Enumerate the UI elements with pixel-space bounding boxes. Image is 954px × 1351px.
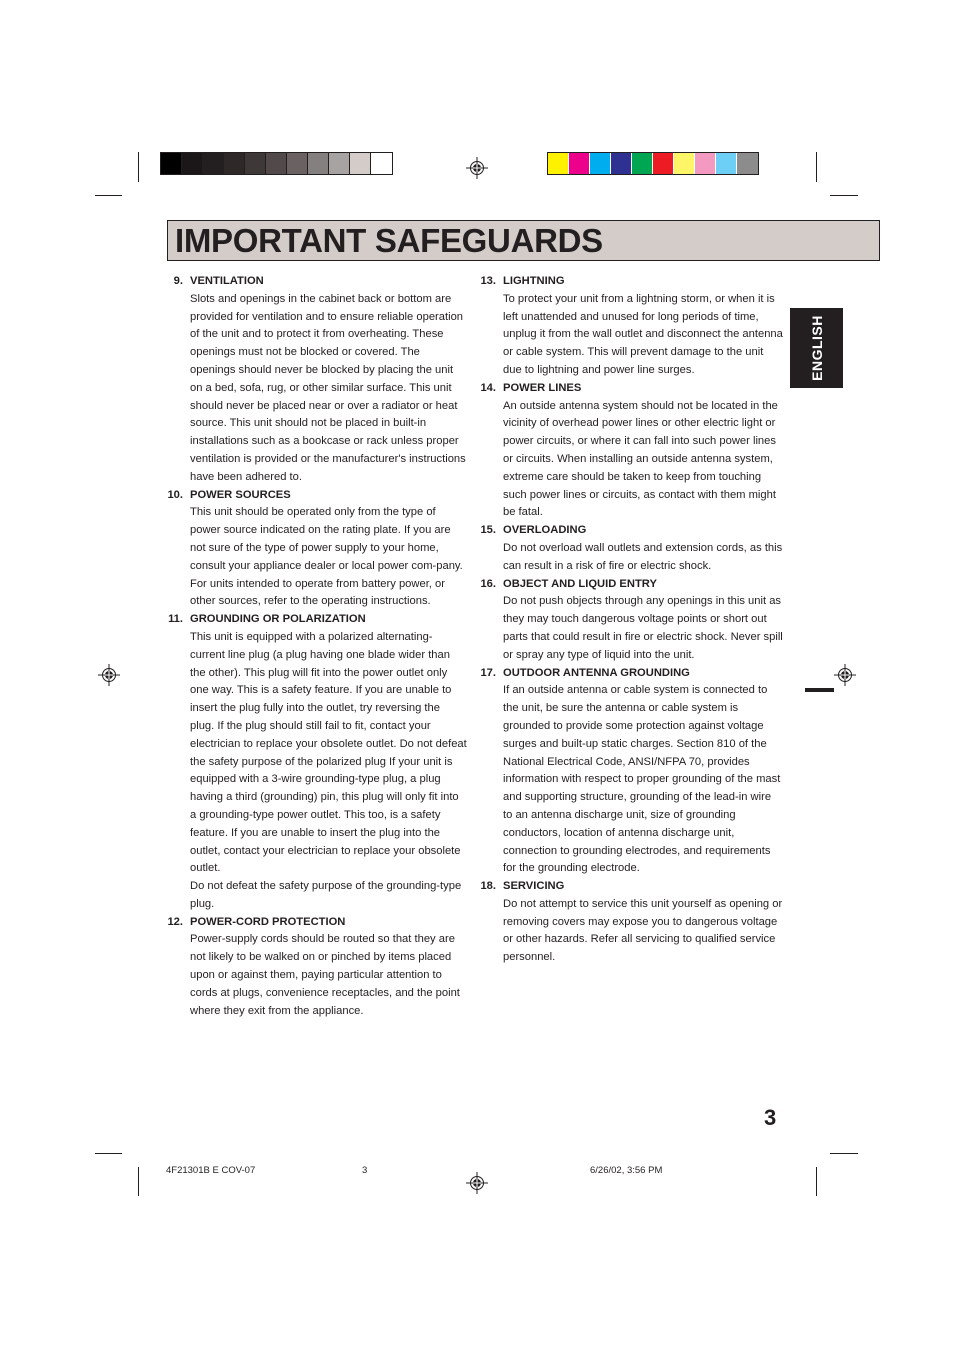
section-paragraph: If an outside antenna or cable system is connected to the unit, be sure the antenna or cable system is grounded to provide some protection against voltage surges and built-up static charges. Section 810 of the National Electrical Code, ANSI/NFPA 70, provides information with respect to proper grounding of the mast and supporting structure, grounding of the lead-in wire to an antenna discharge unit, size of grounding conductors, location of antenna discharge unit, connection to grounding electrodes, and requirements for the grounding electrode. (503, 684, 781, 875)
section-paragraph: To protect your unit from a lightning storm, or when it is left unattended and unused for long periods of time, unplug it from the wall outlet and disconnect the antenna or cable system. This will prevent damage to the unit due to lightning and power line surges. (503, 292, 783, 376)
crop-mark (830, 195, 858, 196)
section-title: OBJECT AND LIQUID ENTRY (503, 577, 657, 590)
grayscale-color-bar (160, 152, 393, 175)
color-swatch (737, 153, 758, 174)
footer-page: 3 (362, 1165, 368, 1176)
section-number: 15. (480, 524, 496, 537)
color-swatch (203, 153, 224, 174)
section-title: GROUNDING OR POLARIZATION (190, 613, 366, 626)
color-swatch (287, 153, 308, 174)
crop-mark (95, 1153, 122, 1154)
section-heading (480, 576, 783, 594)
section-title: POWER SOURCES (190, 488, 291, 501)
color-swatch (371, 153, 392, 174)
section-marker-bar (805, 688, 834, 692)
color-swatch (695, 153, 716, 174)
language-tab-label: ENGLISH (808, 315, 825, 381)
section-number: 12. (167, 915, 183, 928)
section-number: 14. (480, 381, 496, 394)
section-title: OUTDOOR ANTENNA GROUNDING (503, 666, 690, 679)
color-swatch (329, 153, 350, 174)
section-paragraph: Do not push objects through any openings in this unit as they may touch dangerous voltage points or short out parts that could result in fire or electric shock. Never spill or spray any type of liquid into the unit. (503, 595, 783, 661)
crop-mark (830, 1153, 858, 1154)
section-number: 9. (173, 275, 183, 287)
registration-mark-icon (466, 1172, 488, 1194)
section-title: POWER-CORD PROTECTION (190, 915, 346, 928)
section-heading (167, 273, 467, 291)
section-paragraph: This unit is equipped with a polarized alternating-current line plug (a plug having one blade wider than the other). This plug will fit into the power outlet only one way. This is a safety feature. If you are unable to insert the plug fully into the outlet, try reversing the plug. If the plug should still fail to fit, contact your electrician to replace your obsolete outlet. Do not defeat the safety purpose of the polarized plug If your unit is equipped with a 3-wire grounding-type plug, a plug having a third (grounding) pin, this plug will only fit into a grounding-type power outlet. This too, is a safety feature. If you are unable to insert the plug into the outlet, contact your electrician to replace your obsolete outlet. (190, 630, 467, 875)
section-heading (480, 273, 783, 291)
section-paragraph: Do not defeat the safety purpose of the grounding-type plug. (190, 880, 462, 910)
section-number: 10. (167, 488, 183, 501)
section-paragraph: An outside antenna system should not be located in the vicinity of overhead power lines or other electric light or power circuits, or where it can fall into such power lines or circuits. When installing an outside antenna system, extreme care should be taken to keep from touching such power lines or circuits, as contact with them might be fatal. (503, 399, 778, 519)
registration-mark-icon (834, 664, 856, 686)
language-tab (790, 308, 843, 388)
section-heading (480, 380, 783, 398)
section-number: 11. (168, 613, 183, 626)
crop-mark (95, 195, 122, 196)
section-heading (480, 522, 783, 540)
section-title: POWER LINES (503, 381, 582, 394)
left-column (167, 273, 467, 1020)
footer-timestamp: 6/26/02, 3:56 PM (590, 1165, 663, 1176)
crop-mark (138, 1167, 139, 1196)
crop-mark (816, 1167, 817, 1196)
title-bar (167, 220, 880, 261)
color-swatch (266, 153, 287, 174)
color-swatch (350, 153, 371, 174)
color-swatch (611, 153, 632, 174)
registration-mark-icon (466, 157, 488, 179)
section-title: LIGHTNING (503, 275, 565, 287)
section-heading (167, 914, 467, 932)
section-title: VENTILATION (190, 275, 264, 287)
registration-mark-icon (98, 664, 120, 686)
color-swatch (224, 153, 245, 174)
color-swatch (548, 153, 569, 174)
crop-mark (816, 152, 817, 182)
color-swatch (569, 153, 590, 174)
section-heading (167, 611, 467, 629)
section-paragraph: Slots and openings in the cabinet back or bottom are provided for ventilation and to ensure reliable operation of the unit and to protect it from overheating. These openings must not be blocked or covered. The openings should never be blocked by placing the unit on a bed, sofa, rug, or other similar surface. This unit should never be placed near or over a radiator or heat source. This unit should not be placed in built-in installations such as a bookcase or rack unless proper ventilation is provided or the manufacturer's instructions have been adhered to. (190, 292, 466, 483)
color-swatch (182, 153, 203, 174)
color-swatch (245, 153, 266, 174)
process-color-bar (547, 152, 759, 175)
section-heading (167, 487, 467, 505)
section-paragraph: Do not attempt to service this unit yourself as opening or removing covers may expose you to dangerous voltage or other hazards. Refer all servicing to qualified service personnel. (503, 897, 783, 964)
section-title: OVERLOADING (503, 524, 587, 537)
color-swatch (161, 153, 182, 174)
section-heading (480, 878, 783, 896)
section-heading (480, 665, 783, 683)
footer-code: 4F21301B E COV-07 (166, 1165, 256, 1176)
color-swatch (308, 153, 329, 174)
color-swatch (653, 153, 674, 174)
section-number: 16. (480, 577, 496, 590)
section-number: 13. (480, 275, 496, 287)
crop-mark (138, 152, 139, 182)
color-swatch (590, 153, 611, 174)
section-paragraph: Do not overload wall outlets and extension cords, as this can result in a risk of fire or electric shock. (503, 541, 783, 572)
section-paragraph: This unit should be operated only from the type of power source indicated on the rating plate. If you are not sure of the type of power supply to your home, consult your appliance dealer or local power com-pany. For units intended to operate from battery power, or other sources, refer to the operating instructions. (190, 506, 463, 608)
section-number: 18. (480, 880, 496, 893)
color-swatch (674, 153, 695, 174)
section-title: SERVICING (503, 880, 565, 893)
right-column (480, 273, 783, 967)
color-swatch (716, 153, 737, 174)
section-number: 17. (480, 666, 496, 679)
section-paragraph: Power-supply cords should be routed so that they are not likely to be walked on or pinched by items placed upon or against them, paying particular attention to cords at plugs, convenience receptacles, and the point where they exit from the appliance. (190, 933, 460, 1017)
page-number: 3 (764, 1105, 777, 1130)
color-swatch (632, 153, 653, 174)
page-title: IMPORTANT SAFEGUARDS (175, 222, 603, 259)
